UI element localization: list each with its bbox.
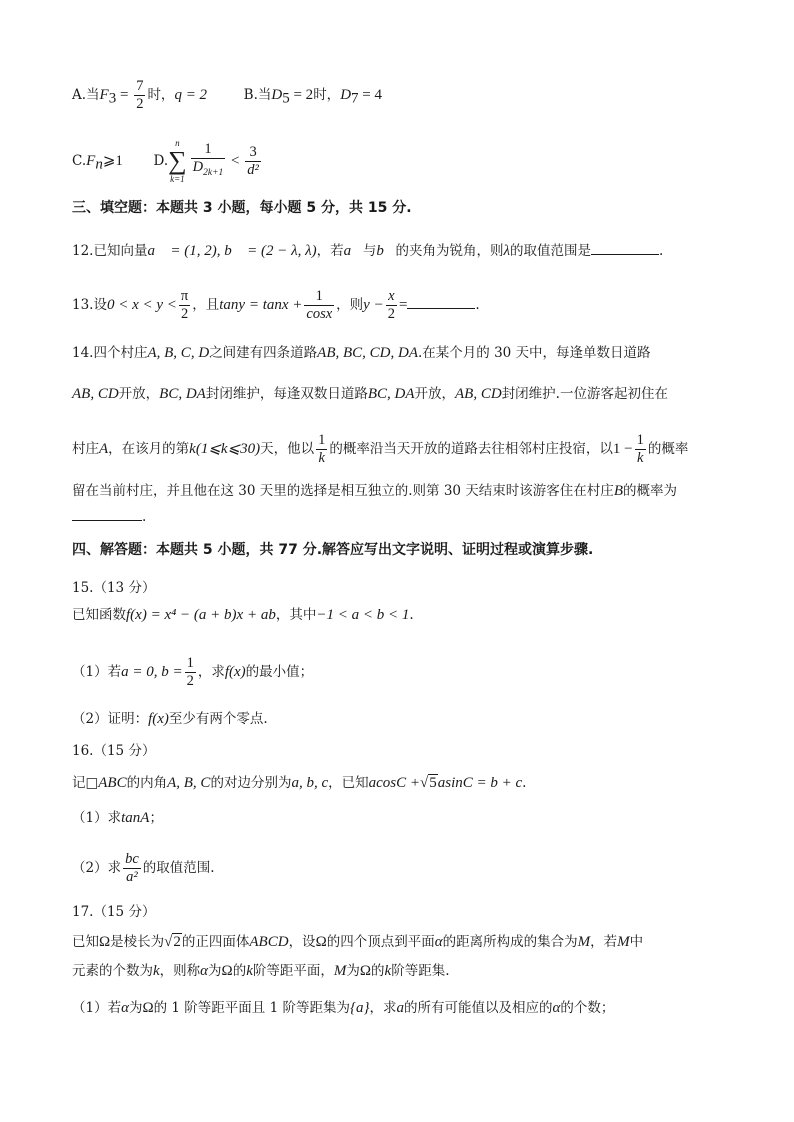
q16-triangle: ABC: [98, 775, 127, 791]
q13-mid: ，且: [192, 297, 220, 313]
q17-k: k: [153, 963, 160, 979]
q11-options-ab: [72, 78, 382, 113]
q17-omega: Ω: [221, 963, 233, 979]
option-c-var: F: [86, 152, 96, 169]
q17-text: 中: [629, 934, 644, 950]
sqrt-radicand: 5: [429, 775, 437, 791]
q14-text: 封闭维护，每逢双数日道路: [205, 386, 368, 402]
option-b-when: 时，: [313, 87, 341, 103]
q17-text: 的四个顶点到平面: [326, 934, 435, 950]
q17-text: （1）若: [72, 1000, 122, 1016]
q17-text: 阶等距集.: [391, 963, 450, 979]
frac-den: 2: [180, 306, 189, 322]
q15-text: 的最小值；: [245, 664, 314, 680]
q16-text: 的对边分别为: [210, 775, 292, 791]
triangle-symbol: □: [85, 775, 99, 791]
option-c-sub: n: [95, 156, 103, 173]
q12-and: 与: [362, 243, 377, 259]
q17-k: k: [384, 963, 392, 979]
frac-num: 1: [186, 655, 194, 671]
q15-fx: f(x): [224, 664, 246, 680]
q14-text: 之间建有四条道路: [209, 345, 318, 361]
q17-text: 已知: [72, 934, 99, 950]
q13-expr: y −: [363, 297, 384, 313]
q17-text: ，设: [288, 934, 316, 950]
option-b-res-sub: 7: [351, 90, 359, 107]
question-13: [72, 288, 480, 323]
q17-text: 为: [346, 963, 360, 979]
section-3-heading: 三、填空题：本题共 3 小题，每小题 5 分，共 15 分.: [72, 200, 412, 216]
option-d[interactable]: [153, 138, 262, 184]
q13-ineq: 0 < x < y <: [106, 297, 177, 313]
q13-eq: tany = tanx +: [219, 297, 303, 313]
q15-text: 已知函数: [72, 607, 126, 623]
q17-text: ，若: [590, 934, 618, 950]
q15-condition: −1 < a < b < 1: [316, 607, 410, 623]
q15-part-1: [72, 655, 313, 690]
frac-den: D: [192, 158, 204, 175]
q17-alpha: α: [434, 934, 443, 950]
q14-fraction-1-over-k: [316, 432, 327, 467]
q15-fx: f(x): [148, 711, 169, 727]
option-b-eq: = 2: [289, 87, 314, 103]
q13-answer-blank[interactable]: [407, 294, 475, 309]
frac-den-sub: 2k+1: [203, 167, 224, 178]
q16-text: （1）求: [72, 810, 122, 826]
option-b[interactable]: [243, 87, 382, 107]
option-a-label: A.当: [72, 87, 100, 103]
q17-omega: Ω: [315, 934, 327, 950]
q17-a: a: [396, 1000, 404, 1016]
q14-text: 留在当前村庄，并且他在这 30 天里的选择是相互独立的.则第 30 天结束时该游客住在村庄: [72, 483, 614, 499]
q14-villages: A, B, C, D: [147, 345, 210, 361]
q16-text: 记: [72, 775, 86, 791]
q14-text: .在某个月的 30 天中，每逢单数日道路: [417, 345, 651, 361]
sum-bottom: k=1: [170, 174, 185, 184]
sqrt-radicand: 2: [173, 934, 181, 950]
q17-alpha: α: [121, 1000, 129, 1016]
q12-vectors: a⃗ = (1, 2), b⃗ = (2 − λ, λ): [147, 243, 317, 259]
q14-line-1: [72, 343, 651, 363]
q12-period: .: [659, 243, 664, 259]
sum-sigma: ∑: [168, 146, 187, 175]
q14-text: 的概率为: [622, 483, 677, 499]
frac-den: cosx: [306, 306, 333, 322]
frac-num: 1: [304, 288, 334, 306]
frac-num: x: [386, 288, 397, 306]
frac-num: π: [180, 288, 189, 304]
q12-lead: 12.已知向量: [72, 243, 148, 259]
option-a-var: F: [99, 87, 109, 103]
option-c[interactable]: [72, 152, 127, 173]
q17-statement-1: 已知Ω是棱长为√2的正四面体ABCD，设Ω的四个顶点到平面α的距离所构成的集合为M，若M中: [72, 934, 644, 950]
q17-alpha: α: [200, 963, 209, 979]
frac-den: k: [318, 450, 325, 466]
q15-text: （1）若: [72, 664, 122, 680]
q16-angles: A, B, C: [167, 775, 211, 791]
option-a-sub: 3: [108, 90, 117, 107]
q14-text: 14.四个村庄: [72, 345, 148, 361]
q17-alpha: α: [552, 1000, 561, 1016]
frac-num: 1: [318, 432, 326, 448]
option-d-label: D.: [153, 152, 169, 169]
q17-set-m: M: [577, 934, 591, 950]
q16-text: 的内角: [126, 775, 168, 791]
q14-roads: AB, BC, CD, DA: [317, 345, 418, 361]
q12-answer-blank[interactable]: [591, 240, 659, 255]
q14-text: 村庄: [72, 441, 99, 457]
frac-den: d²: [247, 161, 259, 178]
q17-omega: Ω: [359, 963, 372, 979]
option-c-label: C.: [72, 152, 87, 169]
q15-text: ，求: [197, 664, 225, 680]
q17-omega: Ω: [99, 934, 111, 950]
q16-eq-lhs: acosC +: [368, 775, 420, 791]
sum-symbol: [168, 138, 187, 184]
q17-text: 为: [128, 1000, 143, 1016]
frac-num: 1: [636, 432, 644, 448]
frac-den: 2: [136, 96, 144, 112]
frac-den: 2: [186, 673, 194, 689]
q15-function: f(x) = x⁴ − (a + b)x + ab: [126, 607, 276, 623]
q14-roads: AB, CD: [455, 386, 502, 402]
q12-tail: 的夹角为锐角，则: [395, 243, 504, 259]
q16-fraction-bc-a2: [123, 851, 141, 886]
q16-statement: 记□ABC的内角A, B, C的对边分别为a, b, c，已知acosC +√5asinC = b + c.: [72, 775, 527, 791]
q14-one-minus: 1 −: [612, 441, 633, 457]
q15-text: ，其中: [275, 607, 317, 623]
q16-title: 16.（15 分）: [72, 743, 156, 759]
option-b-res-eq: = 4: [358, 87, 382, 103]
q14-text: 的概率: [647, 441, 689, 457]
option-d-lt: <: [227, 152, 244, 169]
option-b-label: B.当: [243, 87, 272, 103]
q13-fraction-pi: [179, 288, 190, 323]
q16-part-1: [72, 808, 163, 828]
q17-text: ，求: [369, 1000, 397, 1016]
q14-line-4: [72, 481, 677, 501]
q13-fraction-x: [386, 288, 397, 323]
option-a-cond: q = 2: [174, 87, 208, 103]
q14-line-2: [72, 384, 668, 404]
q17-set-m: M: [333, 963, 347, 979]
q16-part-2: [72, 851, 215, 886]
q17-part-1: [72, 998, 614, 1018]
q17-set-a: {a}: [349, 1000, 370, 1016]
option-a-when: 时，: [147, 87, 175, 103]
q17-text: 元素的个数为: [72, 963, 153, 979]
q14-text: ，在该月的第: [108, 441, 190, 457]
option-b-var: D: [271, 87, 283, 103]
q15-title: 15.（13 分）: [72, 580, 156, 596]
q13-fraction-cos: [304, 288, 334, 323]
q11-options-cd: [72, 138, 263, 184]
q14-village-b: B: [613, 483, 623, 499]
q14-roads: BC, DA: [159, 386, 206, 402]
q17-set-m: M: [617, 934, 630, 950]
q17-text: 的所有可能值以及相应的: [403, 1000, 553, 1016]
q14-fraction-1-over-k-2: [635, 432, 646, 467]
section-4-heading: 四、解答题：本题共 5 小题，共 77 分.解答应写出文字说明、证明过程或演算步骤.: [72, 542, 594, 558]
q17-text: 为: [208, 963, 222, 979]
q13-lead: 13.设: [72, 297, 107, 313]
option-c-rest: ⩾1: [102, 152, 123, 169]
q15-statement: [72, 605, 414, 625]
q16-text: 的取值范围.: [142, 860, 215, 876]
q12-vec-a: a⃗: [343, 243, 363, 259]
option-b-res-var: D: [340, 87, 352, 103]
frac-num: bc: [125, 851, 139, 867]
q16-text: ，已知: [328, 775, 369, 791]
q15-text: （2）证明：: [72, 711, 149, 727]
frac-den: k: [637, 450, 644, 466]
option-a[interactable]: [72, 78, 211, 112]
frac-den: 2: [387, 306, 395, 322]
sum-top: n: [175, 138, 180, 148]
q12-lambda: λ: [503, 243, 511, 259]
q12-mid: ，若: [316, 243, 344, 259]
q14-line-5: [72, 506, 146, 527]
q17-text: 的 1 阶等距平面且 1 阶等距集为: [153, 1000, 350, 1016]
q13-then: ，则: [336, 297, 364, 313]
frac-den: a²: [126, 869, 138, 885]
q16-text: （2）求: [72, 860, 122, 876]
q14-text: 的概率沿当天开放的道路去往相邻村庄投宿，以: [329, 441, 613, 457]
frac-num: 7: [136, 78, 144, 94]
q17-statement-2: [72, 961, 450, 981]
q14-line-3: [72, 432, 688, 467]
q13-eq2: =: [398, 297, 408, 313]
frac-num: 1: [191, 141, 226, 159]
q15-period: .: [409, 607, 414, 623]
q17-text: 的: [232, 963, 247, 979]
q14-text: 天，他以: [260, 441, 315, 457]
q17-text: ，则称: [159, 963, 201, 979]
option-a-eq: =: [116, 87, 133, 103]
q17-text: 是棱长为: [110, 934, 165, 950]
q16-text: ；: [149, 810, 163, 826]
q14-roads: BC, DA: [367, 386, 415, 402]
q16-tanA: tanA: [121, 810, 150, 826]
q17-omega: Ω: [142, 1000, 154, 1016]
q17-text: 阶等距平面，: [252, 963, 334, 979]
q15-part-2: [72, 709, 268, 729]
q17-k: k: [246, 963, 253, 979]
q16-period: .: [522, 775, 527, 791]
q17-title: 17.（15 分）: [72, 904, 156, 920]
q17-tetrahedron: ABCD: [249, 934, 289, 950]
q17-text: 的: [371, 963, 385, 979]
q12-vec-b: b⃗: [376, 243, 396, 259]
q15-fraction-half: [185, 655, 196, 690]
q12-end: 的取值范围是: [510, 243, 592, 259]
q16-sides: a, b, c: [291, 775, 329, 791]
q17-text: 的距离所构成的集合为: [442, 934, 578, 950]
question-12: [72, 240, 663, 261]
q14-text: 封闭维护.一位游客起初住在: [501, 386, 668, 402]
q14-k-range: k(1⩽k⩽30): [189, 441, 261, 457]
q14-text: 开放，: [118, 386, 160, 402]
q17-text: 的正四面体: [181, 934, 250, 950]
q15-text: 至少有两个零点.: [168, 711, 268, 727]
option-a-fraction: [134, 78, 145, 113]
q14-period: .: [142, 509, 147, 525]
q15-values: a = 0, b =: [121, 664, 183, 680]
q13-period: .: [475, 297, 480, 313]
frac-num: 3: [245, 144, 261, 162]
q17-text: 的个数；: [560, 1000, 615, 1016]
q14-roads: AB, CD: [72, 386, 119, 402]
q16-eq-rhs: asinC = b + c: [437, 775, 523, 791]
option-d-fraction: [191, 141, 226, 182]
q14-village-a: A: [99, 441, 109, 457]
option-d-rhs: [245, 144, 261, 179]
q14-answer-blank[interactable]: [72, 506, 142, 521]
q14-text: 开放，: [414, 386, 456, 402]
option-b-sub: 5: [282, 90, 290, 107]
